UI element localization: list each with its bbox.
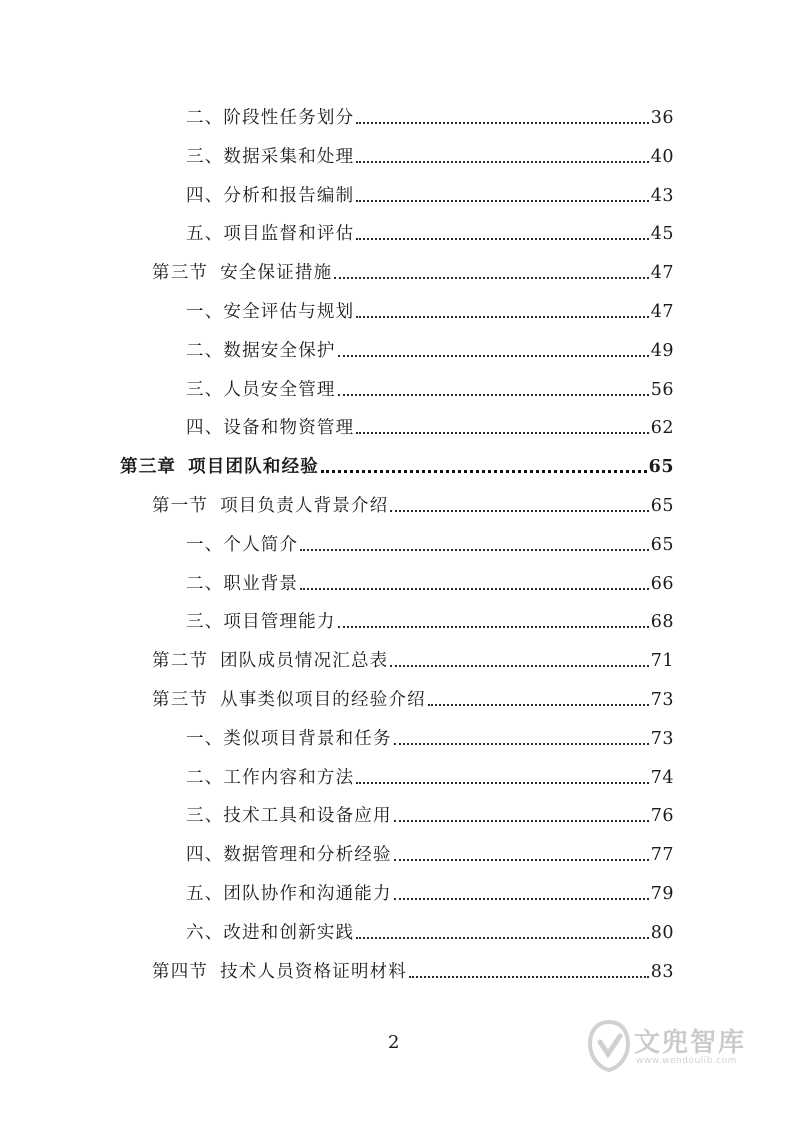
toc-entry-text: 团队成员情况汇总表 [220, 651, 389, 672]
toc-entry[interactable] [186, 877, 674, 905]
toc-entry-prefix: 二、 [186, 573, 224, 594]
toc-dot-leader [428, 703, 649, 706]
toc-entry-text: 数据采集和处理 [223, 146, 355, 167]
toc-entry-title [152, 495, 388, 517]
toc-entry-page: 80 [650, 922, 674, 943]
page-number: 2 [388, 1032, 400, 1053]
toc-entry-prefix: 三、 [186, 806, 224, 827]
toc-dot-leader [409, 975, 649, 978]
toc-entry-title [186, 767, 354, 789]
toc-entry-prefix: 六、 [186, 922, 224, 943]
toc-entry-page: 49 [650, 340, 674, 361]
toc-entry-title [186, 534, 298, 556]
toc-entry-text: 设备和物资管理 [223, 418, 355, 439]
toc-entry-prefix: 第三节 [152, 690, 209, 710]
toc-entry-text: 项目监督和评估 [223, 224, 355, 245]
toc-entry[interactable] [186, 605, 674, 633]
toc-entry[interactable] [186, 373, 674, 401]
toc-entry-prefix: 四、 [186, 185, 224, 206]
toc-entry-text: 工作内容和方法 [223, 767, 355, 788]
toc-entry[interactable] [186, 295, 674, 323]
toc-dot-leader [394, 819, 649, 822]
toc-entry-text: 职业背景 [223, 573, 299, 594]
toc-dot-leader [394, 897, 649, 900]
toc-entry-prefix: 三、 [186, 612, 224, 633]
toc-entry-title [186, 146, 354, 168]
toc-entry-prefix: 一、 [186, 302, 224, 322]
toc-dot-leader [394, 858, 649, 861]
toc-entry[interactable] [186, 528, 674, 556]
toc-entry[interactable] [186, 217, 674, 245]
toc-entry-text: 项目管理能力 [223, 612, 336, 633]
toc-entry-prefix: 第二节 [152, 651, 209, 672]
toc-dot-leader [356, 237, 648, 240]
toc-entry-text: 安全保证措施 [220, 263, 333, 284]
toc-entry-text: 团队协作和沟通能力 [223, 884, 392, 904]
toc-dot-leader [338, 393, 649, 396]
watermark-url: www.wendoulib.com [636, 1056, 737, 1066]
toc-entry-page: 65 [650, 496, 674, 516]
toc-entry[interactable] [186, 799, 674, 827]
toc-entry-text: 数据管理和分析经验 [223, 845, 392, 866]
toc-entry-prefix: 四、 [186, 845, 224, 866]
toc-dot-leader [334, 276, 648, 279]
toc-entry-prefix: 二、 [186, 340, 224, 361]
toc-dot-leader [356, 781, 648, 784]
toc-entry-title [186, 573, 298, 595]
toc-entry-prefix: 第一节 [152, 496, 209, 516]
toc-entry-page: 76 [650, 806, 674, 827]
toc-entry-text: 阶段性任务划分 [223, 108, 355, 128]
toc-entry[interactable] [186, 411, 674, 439]
toc-entry-title [186, 223, 354, 245]
toc-entry-title [186, 185, 354, 207]
toc-entry-prefix: 二、 [186, 108, 224, 128]
toc-entry-page: 79 [650, 884, 674, 904]
toc-dot-leader [338, 354, 649, 357]
toc-entry-page: 62 [650, 418, 674, 439]
toc-dot-leader [300, 548, 649, 551]
toc-entry-page: 73 [650, 728, 674, 749]
toc-entry-title [186, 883, 392, 905]
toc-entry-title [152, 650, 388, 672]
toc-entry-text: 项目团队和经验 [188, 457, 320, 478]
toc-entry[interactable] [186, 838, 674, 866]
toc-entry-title [186, 417, 354, 439]
watermark-brand: 文兜智库 [634, 1028, 747, 1058]
toc-dot-leader [390, 509, 648, 512]
toc-entry-title [120, 456, 319, 478]
toc-entry[interactable] [152, 955, 674, 983]
toc-entry-page: 40 [650, 146, 674, 167]
toc-entry[interactable] [152, 256, 674, 284]
toc-entry-page: 77 [650, 845, 674, 866]
toc-dot-leader [356, 315, 648, 318]
toc-entry-text: 数据安全保护 [223, 340, 336, 361]
toc-entry-prefix: 第三章 [120, 457, 177, 478]
toc-entry-title [152, 262, 332, 284]
toc-entry[interactable] [186, 916, 674, 944]
toc-entry-prefix: 三、 [186, 379, 224, 400]
toc-entry-title [186, 340, 336, 362]
toc-entry-page: 83 [650, 961, 674, 982]
toc-entry-page: 66 [650, 573, 674, 594]
toc-entry-page: 45 [650, 224, 674, 245]
toc-entry-page: 56 [650, 379, 674, 400]
toc-entry[interactable] [120, 450, 674, 478]
watermark-logo-icon [586, 1018, 632, 1074]
toc-entry-text: 个人简介 [223, 534, 299, 555]
toc-entry-text: 技术工具和设备应用 [223, 806, 392, 827]
toc-entry-text: 项目负责人背景介绍 [220, 496, 389, 516]
toc-entry[interactable] [186, 567, 674, 595]
toc-entry-text: 技术人员资格证明材料 [220, 961, 408, 982]
toc-entry-page: 68 [650, 612, 674, 633]
toc-dot-leader [300, 587, 649, 590]
toc-entry-prefix: 四、 [186, 418, 224, 439]
toc-entry-text: 分析和报告编制 [223, 185, 355, 206]
toc-entry-prefix: 一、 [186, 534, 224, 555]
toc-entry-text: 类似项目背景和任务 [223, 728, 392, 749]
toc-entry-page: 65 [650, 534, 674, 555]
toc-entry[interactable] [186, 140, 674, 168]
toc-entry-page: 47 [650, 302, 674, 322]
toc-entry-prefix: 三、 [186, 146, 224, 167]
toc-entry[interactable] [152, 683, 674, 711]
toc-entry-title [186, 805, 392, 827]
toc-entry-text: 改进和创新实践 [223, 922, 355, 943]
toc-dot-leader [356, 431, 648, 434]
toc-entry-text: 安全评估与规划 [223, 302, 355, 322]
toc-entry-page: 36 [650, 108, 674, 128]
toc-entry-title [152, 961, 407, 983]
toc-dot-leader [356, 121, 648, 124]
toc-dot-leader [321, 469, 647, 473]
toc-entry-page: 43 [650, 185, 674, 206]
toc-entry-title [186, 728, 392, 750]
toc-entry-page: 71 [650, 651, 674, 672]
toc-entry-prefix: 一、 [186, 728, 224, 749]
toc-entry-prefix: 二、 [186, 767, 224, 788]
toc-entry-page: 73 [650, 690, 674, 710]
toc-entry-prefix: 第三节 [152, 263, 209, 284]
toc-entry-page: 47 [650, 263, 674, 284]
toc-entry[interactable] [152, 489, 674, 517]
toc-entry[interactable] [186, 179, 674, 207]
toc-entry-prefix: 第四节 [152, 961, 209, 982]
toc-entry-title [186, 107, 354, 129]
toc-entry-title [186, 844, 392, 866]
toc-entry-page: 65 [648, 457, 674, 478]
toc-dot-leader [390, 664, 648, 667]
toc-entry[interactable] [186, 334, 674, 362]
toc-dot-leader [394, 742, 649, 745]
toc-entry-text: 从事类似项目的经验介绍 [220, 690, 426, 710]
toc-dot-leader [338, 625, 649, 628]
toc-entry-text: 人员安全管理 [223, 379, 336, 400]
toc-entry-title [186, 922, 354, 944]
toc-entry[interactable] [186, 761, 674, 789]
toc-dot-leader [356, 199, 648, 202]
toc-entry-prefix: 五、 [186, 884, 224, 904]
toc-entry[interactable] [152, 644, 674, 672]
toc-entry[interactable] [186, 722, 674, 750]
watermark [586, 1018, 766, 1078]
toc-entry-title [186, 301, 354, 323]
toc-entry-prefix: 五、 [186, 224, 224, 245]
toc-entry-page: 74 [650, 767, 674, 788]
toc-dot-leader [356, 160, 648, 163]
toc-entry-title [186, 379, 336, 401]
toc-entry-title [186, 611, 336, 633]
toc-entry[interactable] [186, 101, 674, 129]
toc-dot-leader [356, 936, 648, 939]
toc-entry-title [152, 689, 426, 711]
